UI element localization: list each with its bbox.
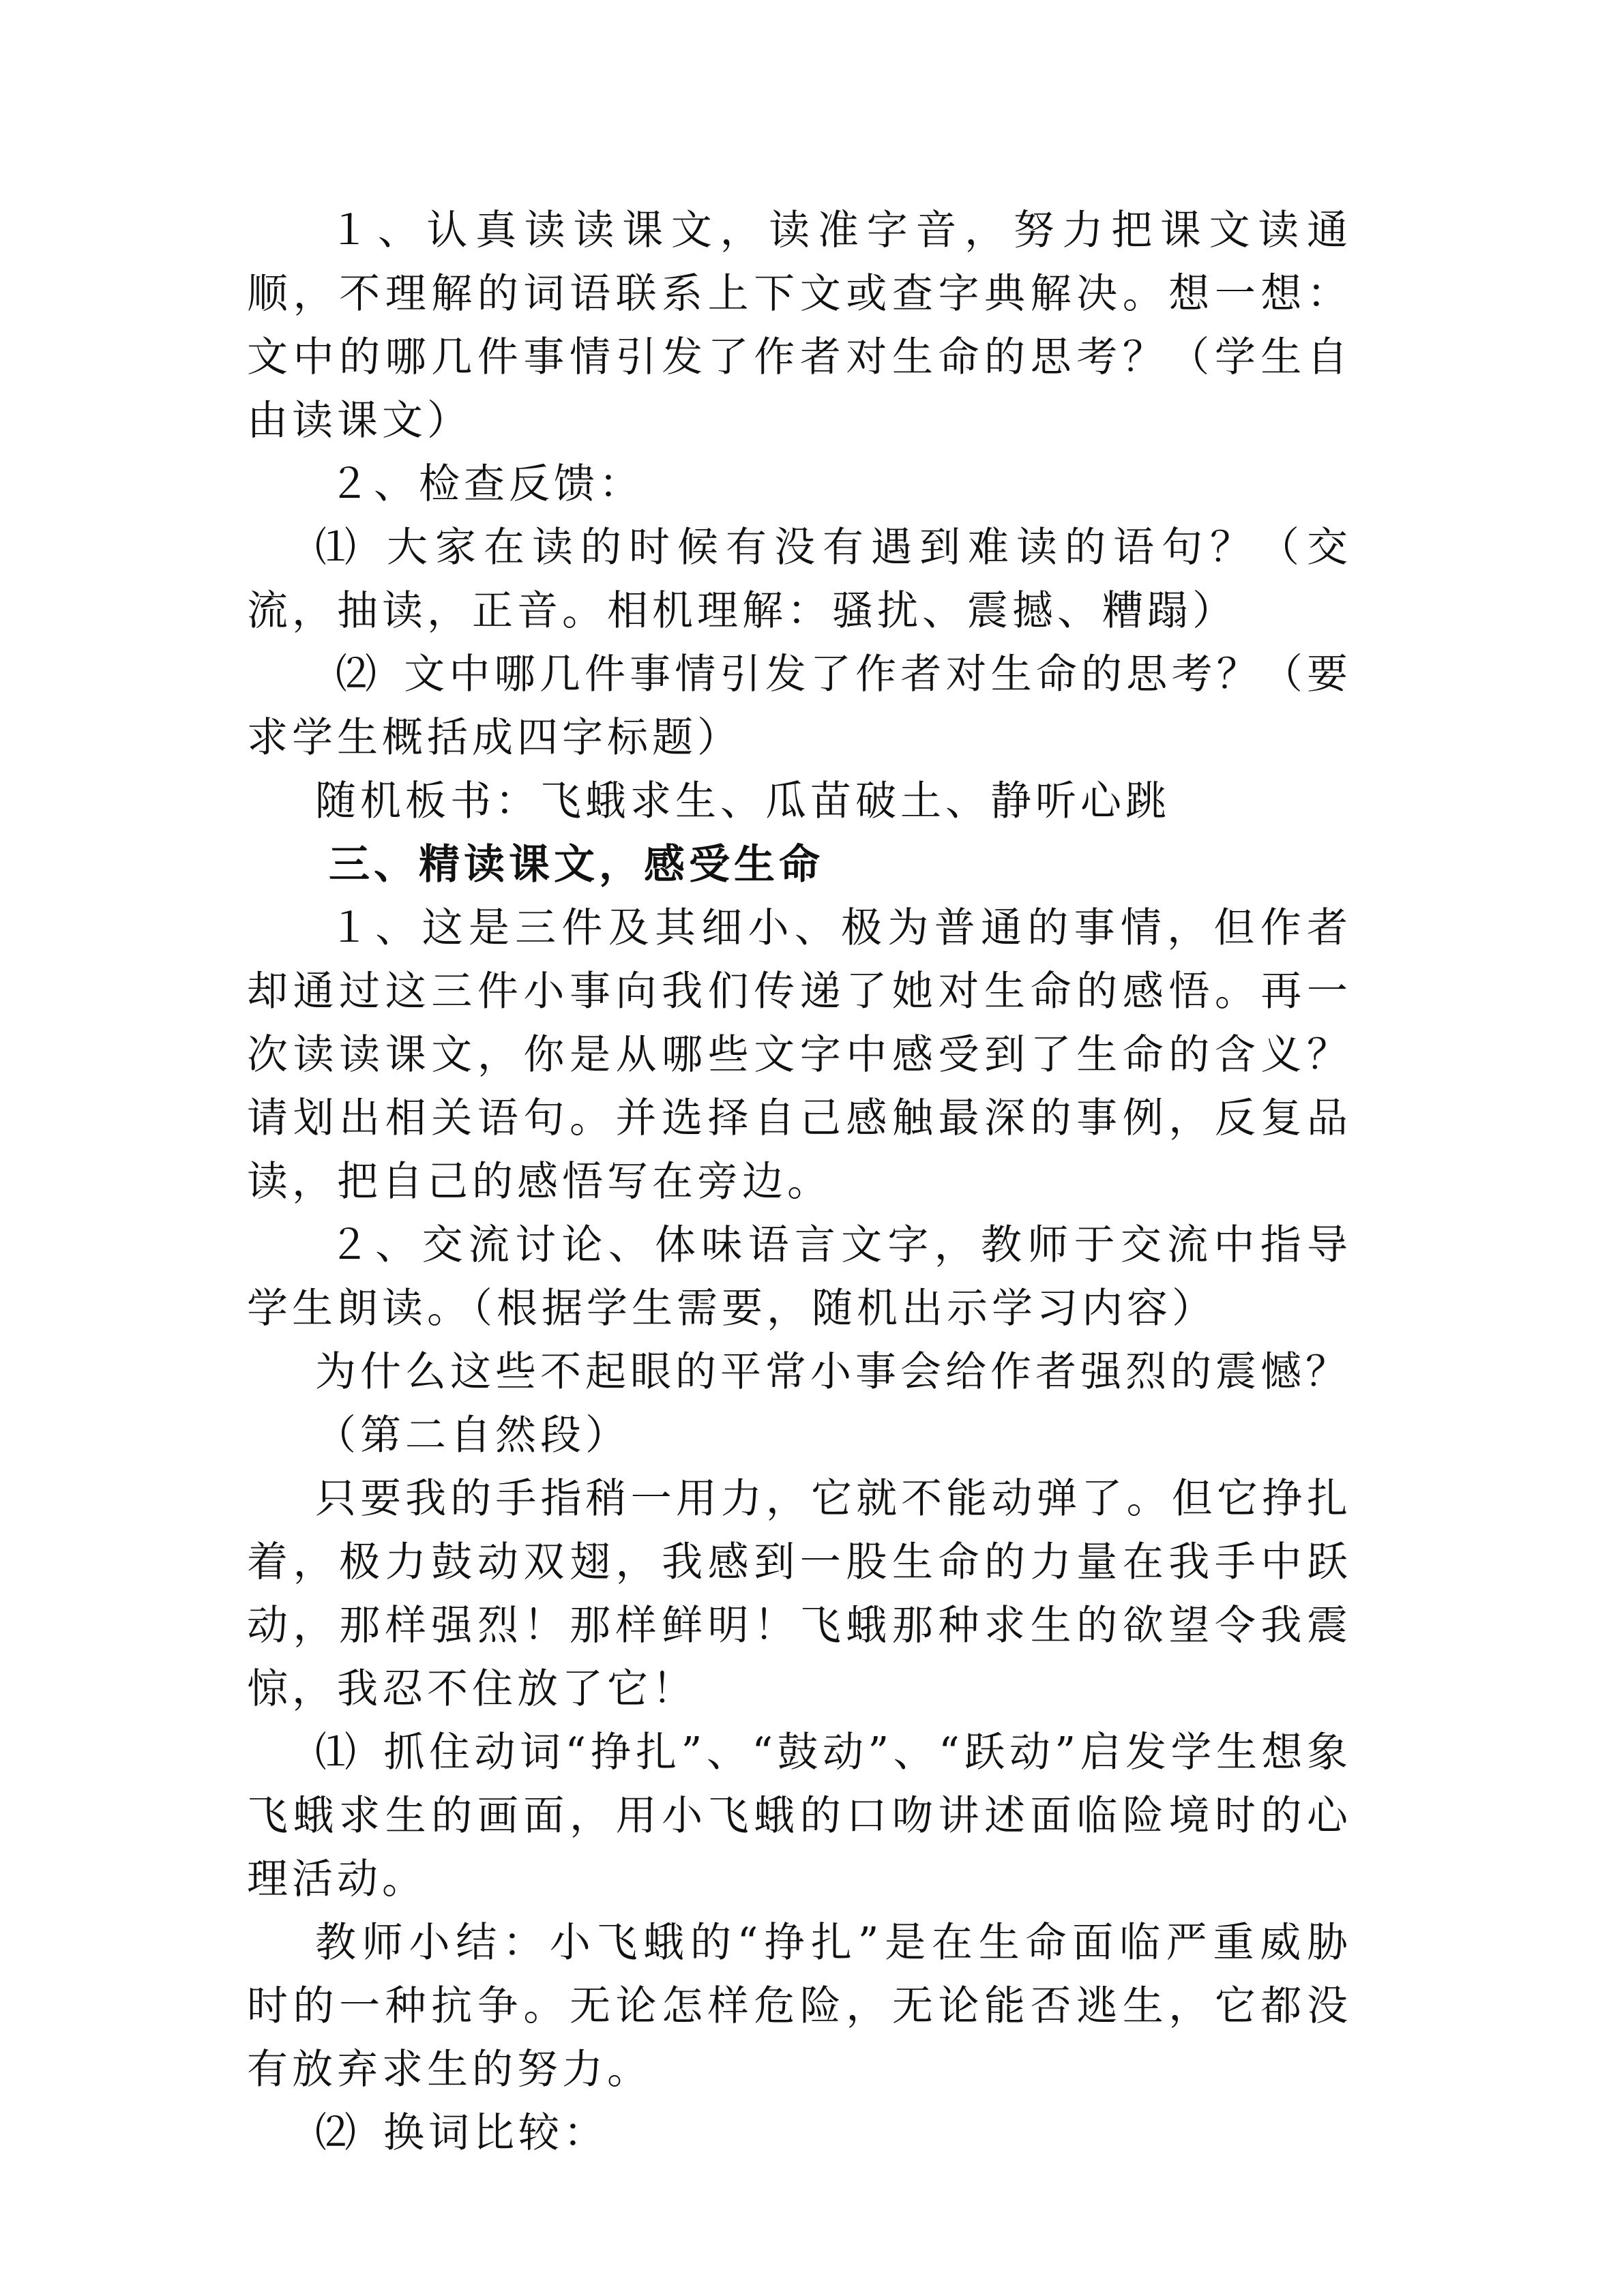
paragraph-second-section: （第二自然段）: [315, 1412, 630, 1459]
item-number: ⑴: [315, 1729, 357, 1776]
paragraph-question: 为什么这些不起眼的平常小事会给作者强烈的震憾？: [315, 1348, 1350, 1396]
item-number: ⑵: [336, 651, 377, 698]
paragraph-teacher-summary: 教师小结：小飞蛾的“挣扎”是在生命面临严重威胁时的一种抗争。无论怎样危险，无论能否逃生，它都没有放弃求生的努力。: [247, 1919, 1352, 2093]
paragraph-three-events: １、这是三件及其细小、极为普通的事情，但作者却通过这三件小事向我们传递了她对生命的感悟。再一次读读课文，你是从哪些文字中感受到了生命的含义？请划出相关语句。并选择自己感触最深的事例，反复品读，把自己的感悟写在旁边。: [247, 904, 1352, 1206]
document-page: [247, 199, 1352, 2165]
paragraph-item-compare: ⑵ 换词比较：: [315, 2109, 608, 2157]
paragraph-board-notes: 随机板书：飞蛾求生、瓜苗破土、静听心跳: [315, 777, 1170, 825]
paragraph-read-text: １、认真读读课文，读准字音，努力把课文读通顺，不理解的词语联系上下文或查字典解决。想一想：文中的哪几件事情引发了作者对生命的思考？（学生自由读课文）: [247, 207, 1352, 445]
paragraph-discussion: ２、交流讨论、体味语言文字，教师于交流中指导学生朗读。（根据学生需要，随机出示学习内容）: [247, 1221, 1352, 1332]
section-heading: 三、精读课文，感受生命: [329, 841, 824, 889]
paragraph-item-2: ⑵ 文中哪几件事情引发了作者对生命的思考？（要求学生概括成四字标题）: [247, 651, 1353, 762]
paragraph-item-1: ⑴ 大家在读的时候有没有遇到难读的语句？（交流，抽读，正音。相机理解：骚扰、震撼、糟蹋）: [247, 524, 1352, 635]
paragraph-check-feedback: ２、检查反馈：: [329, 460, 644, 508]
paragraph-item-verbs: ⑴ 抓住动词“挣扎”、“鼓动”、“跃动”启发学生想象飞蛾求生的画面，用小飞蛾的口吻讲述面临险境时的心理活动。: [247, 1729, 1352, 1903]
paragraph-quote: 只要我的手指稍一用力，它就不能动弹了。但它挣扎着，极力鼓动双翅，我感到一股生命的力量在我手中跃动，那样强烈！那样鲜明！飞蛾那种求生的欲望令我震惊，我忍不住放了它！: [247, 1475, 1352, 1713]
item-number: ⑵: [315, 2109, 356, 2157]
item-number: ⑴: [315, 524, 359, 571]
